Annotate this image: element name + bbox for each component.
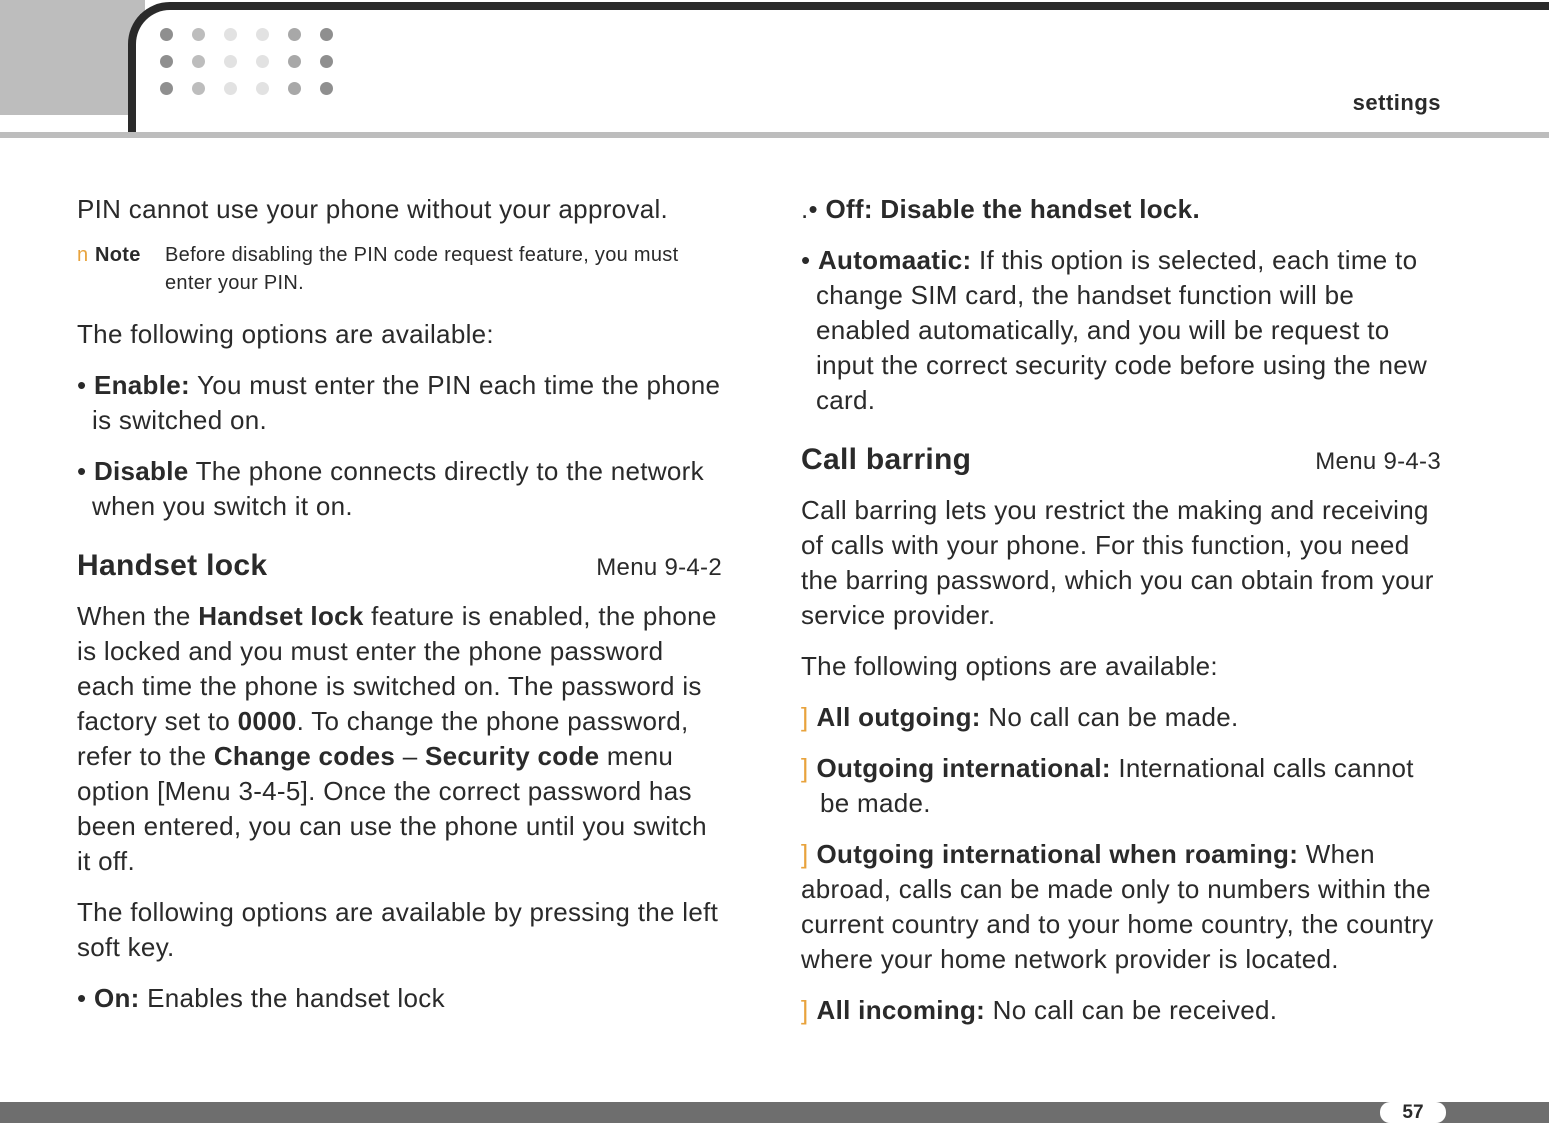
handset-lock-description <box>77 599 722 879</box>
dot <box>288 82 301 95</box>
call-barring-intro: Call barring lets you restrict the making and receiving of calls with your phone. For this function, you need the barring password, which you can obtain from your service provider. <box>801 495 1434 630</box>
bullet-disable: • Disable The phone connects directly to the network when you switch it on. <box>77 456 704 521</box>
option-label: Outgoing international: <box>816 753 1111 783</box>
text-span: – <box>395 741 425 771</box>
text-span: menu option [Menu 3-4-5]. Once the correct password has been entered, you can use the phone until you switch it off. <box>77 741 707 876</box>
enable-text: You must enter the PIN each time the phone is switched on. <box>92 370 721 435</box>
option-outgoing-international-roaming <box>801 837 1441 977</box>
off-prefix: .• <box>801 194 826 224</box>
dot <box>288 55 301 68</box>
bullet-on: • On: Enables the handset lock <box>77 983 445 1013</box>
dot <box>224 55 237 68</box>
dot <box>192 28 205 41</box>
call-barring-heading <box>801 442 1441 479</box>
footer-bar <box>0 1102 1549 1123</box>
header-gray-block <box>0 0 145 115</box>
off-label: Off: Disable the handset lock. <box>825 194 1200 224</box>
dot <box>288 28 301 41</box>
option-marker-icon: ] <box>801 702 809 732</box>
section-title: settings <box>1352 90 1441 115</box>
bullet-off <box>801 192 1441 227</box>
bold-span: 0000 <box>237 706 297 736</box>
option-text: No call can be made. <box>980 702 1239 732</box>
note-box <box>77 241 722 297</box>
dot <box>256 82 269 95</box>
dot <box>192 55 205 68</box>
text-span: When the <box>77 601 199 631</box>
dot <box>224 28 237 41</box>
handset-lock-heading <box>77 548 722 585</box>
dot <box>160 28 173 41</box>
option-marker-icon: ] <box>801 839 809 869</box>
enable-label: Enable: <box>93 370 190 400</box>
dot <box>320 82 333 95</box>
option-text: When abroad, calls can be made only to numbers within the current country and to your home country, the country where your home network provider is located. <box>801 839 1434 974</box>
on-text: Enables the handset lock <box>139 983 445 1013</box>
option-marker-icon: ] <box>801 995 809 1025</box>
option-all-outgoing <box>801 700 1441 735</box>
note-text: Before disabling the PIN code request feature, you must enter your PIN. <box>165 244 679 294</box>
dot <box>320 28 333 41</box>
option-all-incoming <box>801 993 1441 1028</box>
options-intro: The following options are available: <box>77 319 494 349</box>
on-label: On: <box>93 983 140 1013</box>
option-label: Outgoing international when roaming: <box>816 839 1299 869</box>
call-barring-options-intro: The following options are available: <box>801 651 1218 681</box>
header-tab <box>128 2 1549 132</box>
dot <box>192 82 205 95</box>
dot <box>160 82 173 95</box>
right-column <box>801 192 1441 1044</box>
handset-lock-menu-ref: Menu 9-4-2 <box>596 554 722 581</box>
page-number: 57 <box>1380 1102 1446 1123</box>
disable-label: Disable <box>93 456 189 486</box>
note-label: Note <box>95 244 141 266</box>
intro-text: PIN cannot use your phone without your approval. <box>77 194 669 224</box>
text-span: feature is enabled, the phone is locked and you must enter the phone password each time the phone is switched on. The password is factory set to <box>77 601 717 736</box>
bold-span: Security code <box>424 741 600 771</box>
dot <box>256 28 269 41</box>
call-barring-menu-ref: Menu 9-4-3 <box>1315 448 1441 475</box>
option-label: All incoming: <box>816 995 986 1025</box>
option-text: International calls cannot be made. <box>820 753 1414 818</box>
handset-lock-title: Handset lock <box>77 549 268 582</box>
automatic-text: If this option is selected, each time to change SIM card, the handset function will be enabled automatically, and you will be request to input the correct security code before using the new card. <box>816 245 1428 415</box>
disable-text: The phone connects directly to the network when you switch it on. <box>92 456 704 521</box>
text-span: . To change the phone password, refer to the <box>77 706 689 771</box>
header-rule <box>0 132 1549 138</box>
bullet-automatic: • Automaatic: If this option is selected, each time to change SIM card, the handset function will be enabled automatically, and you will be request to input the correct security code before using the new card. <box>801 245 1428 415</box>
handset-lock-options-text: The following options are available by pressing the left soft key. <box>77 897 719 962</box>
dot <box>256 55 269 68</box>
dot <box>160 55 173 68</box>
automatic-label: Automaatic: <box>817 245 972 275</box>
dot <box>224 82 237 95</box>
bold-span: Handset lock <box>198 601 364 631</box>
call-barring-title: Call barring <box>801 443 972 476</box>
option-text: No call can be received. <box>985 995 1278 1025</box>
option-label: All outgoing: <box>816 702 981 732</box>
option-outgoing-international <box>801 751 1441 821</box>
bold-span: Change codes <box>213 741 396 771</box>
dot <box>320 55 333 68</box>
left-column <box>77 192 722 1032</box>
option-marker-icon: ] <box>801 753 809 783</box>
note-marker-icon: n <box>77 244 89 266</box>
bullet-enable: • Enable: You must enter the PIN each time the phone is switched on. <box>77 370 721 435</box>
